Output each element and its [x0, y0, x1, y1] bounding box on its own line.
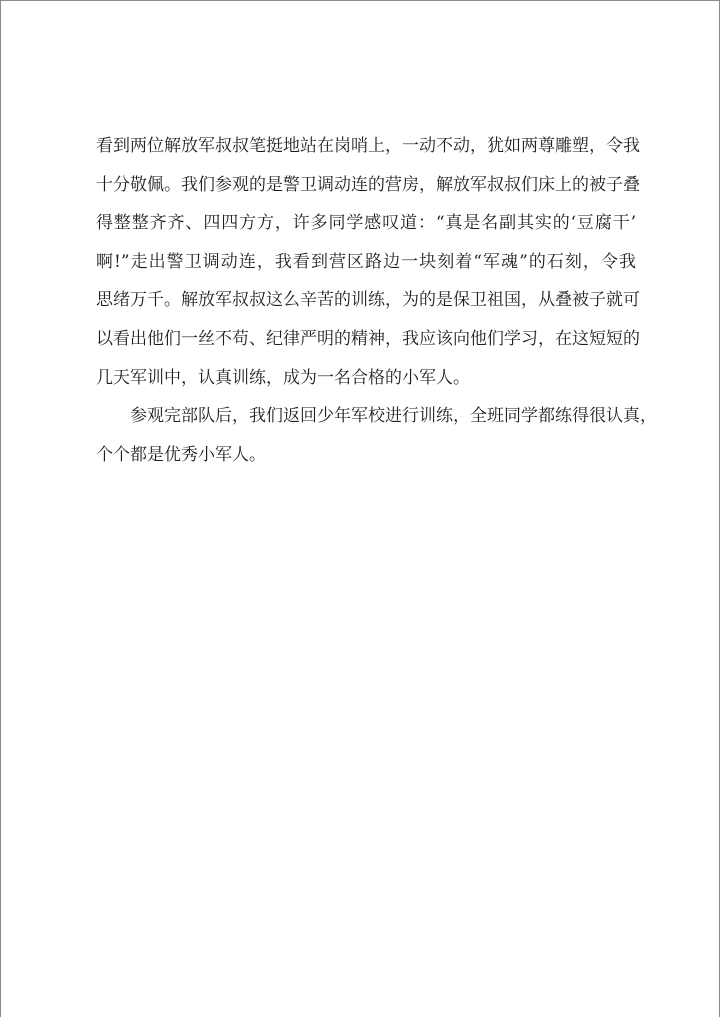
paragraph-line: 以看出他们一丝不苟、纪律严明的精神，我应该向他们学习，在这短短的	[96, 328, 640, 349]
paragraph-line: 个个都是优秀小军人。	[96, 444, 266, 465]
paragraph-2	[96, 397, 657, 474]
paragraph-line: 看到两位解放军叔叔笔挺地站在岗哨上，一动不动，犹如两尊雕塑，令我	[96, 136, 640, 156]
paragraph-line: 得整整齐齐、四四方方，许多同学感叹道：“真是名副其实的‘豆腐干’	[96, 213, 636, 234]
document-body	[96, 127, 657, 474]
paragraph-line: 几天军训中，认真训练，成为一名合格的小军人。	[96, 367, 470, 388]
paragraph-1	[96, 127, 640, 397]
paragraph-line: 思绪万千。解放军叔叔这么辛苦的训练，为的是保卫祖国，从叠被子就可	[96, 290, 640, 311]
paragraph-line: 参观完部队后，我们返回少年军校进行训练，全班同学都练得很认真，	[130, 406, 657, 427]
paragraph-line: 啊!”走出警卫调动连，我看到营区路边一块刻着“军魂”的石刻，令我	[96, 251, 636, 272]
paragraph-line: 十分敬佩。我们参观的是警卫调动连的营房，解放军叔叔们床上的被子叠	[96, 174, 640, 195]
